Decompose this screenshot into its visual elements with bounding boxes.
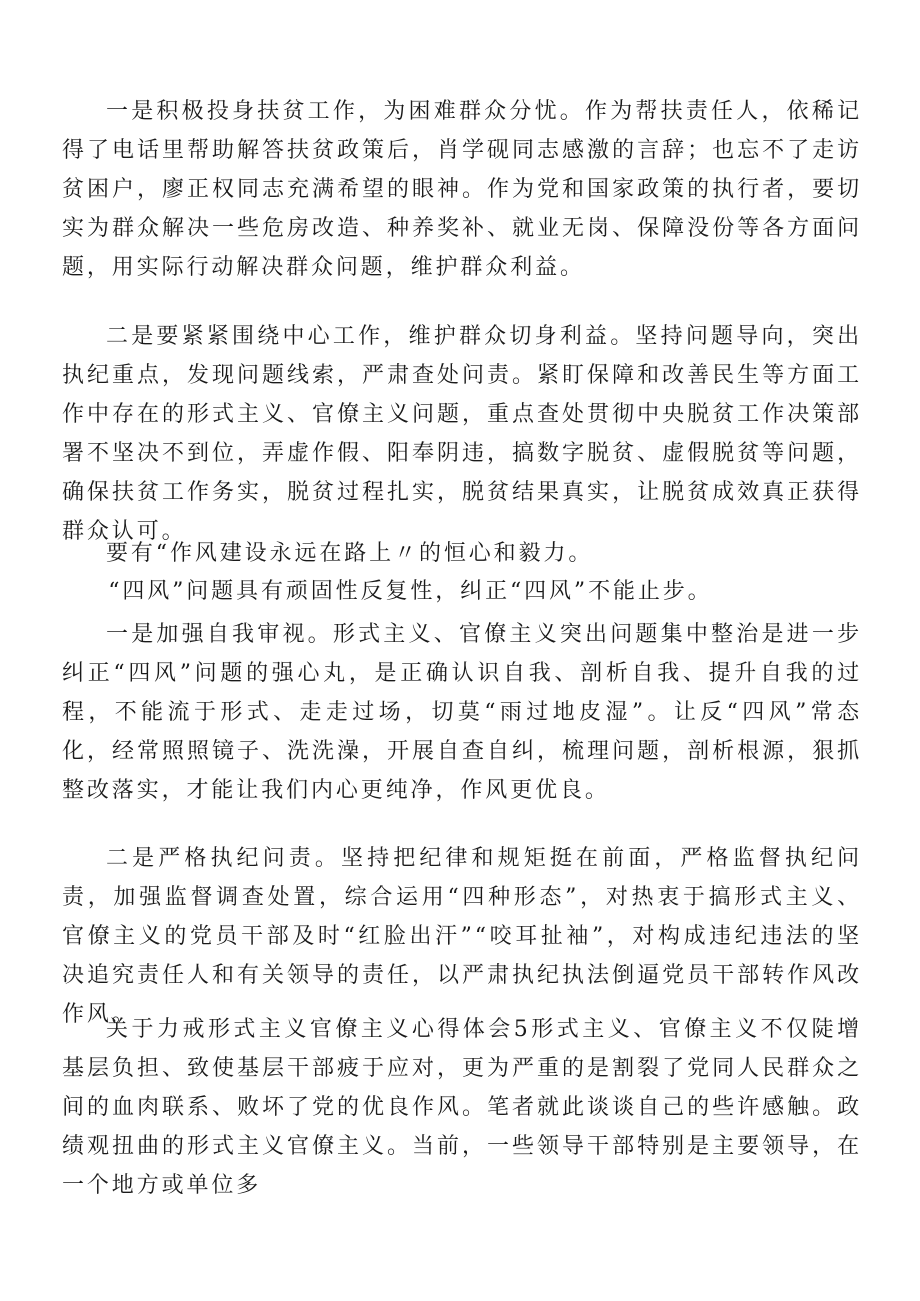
- paragraph-self-examination: 一是加强自我审视。形式主义、官僚主义突出问题集中整治是进一步纠正“四风”问题的强心丸，是正确认识自我、剖析自我、提升自我的过程，不能流于形式、走走过场，切莫“雨过地皮湿”。让反“四风”常态化，经常照照镜子、洗洗澡，开展自查自纠，梳理问题，剖析根源，狠抓整改落实，才能让我们内心更纯净，作风更优良。: [62, 622, 862, 803]
- paragraph-discipline-accountability: 二是严格执纪问责。坚持把纪律和规矩挺在前面，严格监督执纪问责，加强监督调查处置，综合运用“四种形态”，对热衷于搞形式主义、官僚主义的党员干部及时“红脸出汗”“咬耳扯袖”，对构成违纪违法的坚决追究责任人和有关领导的责任，以严肃执纪执法倒逼党员干部转作风改作风。: [62, 846, 862, 1027]
- paragraph-perseverance: 要有“作风建设永远在路上〃的恒心和毅力。: [106, 541, 594, 566]
- paragraph-four-winds: “四风”问题具有顽固性反复性，纠正“四风”不能止步。: [108, 579, 713, 604]
- paragraph-central-work: 二是要紧紧围绕中心工作，维护群众切身利益。坚持问题导向，突出执纪重点，发现问题线索，严肃查处问责。紧盯保障和改善民生等方面工作中存在的形式主义、官僚主义问题，重点查处贯彻中央脱贫工作决策部署不坚决不到位，弄虚作假、阳奉阴违，搞数字脱贫、虚假脱贫等问题，确保扶贫工作务实，脱贫过程扎实，脱贫结果真实，让脱贫成效真正获得群众认可。: [62, 324, 862, 544]
- paragraph-poverty-alleviation: 一是积极投身扶贫工作，为困难群众分忧。作为帮扶责任人，依稀记得了电话里帮助解答扶贫政策后，肖学砚同志感激的言辞；也忘不了走访贫困户，廖正权同志充满希望的眼神。作为党和国家政策的执行者，要切实为群众解决一些危房改造、种养奖补、就业无岗、保障没份等各方面问题，用实际行动解决群众问题，维护群众利益。: [62, 99, 862, 280]
- paragraph-reflection-5: 关于力戒形式主义官僚主义心得体会5形式主义、官僚主义不仅陡增基层负担、致使基层干部疲于应对，更为严重的是割裂了党同人民群众之间的血肉联系、败坏了党的优良作风。笔者就此谈谈自己的些许感触。政绩观扭曲的形式主义官僚主义。当前，一些领导干部特别是主要领导，在一个地方或单位多: [62, 1017, 862, 1198]
